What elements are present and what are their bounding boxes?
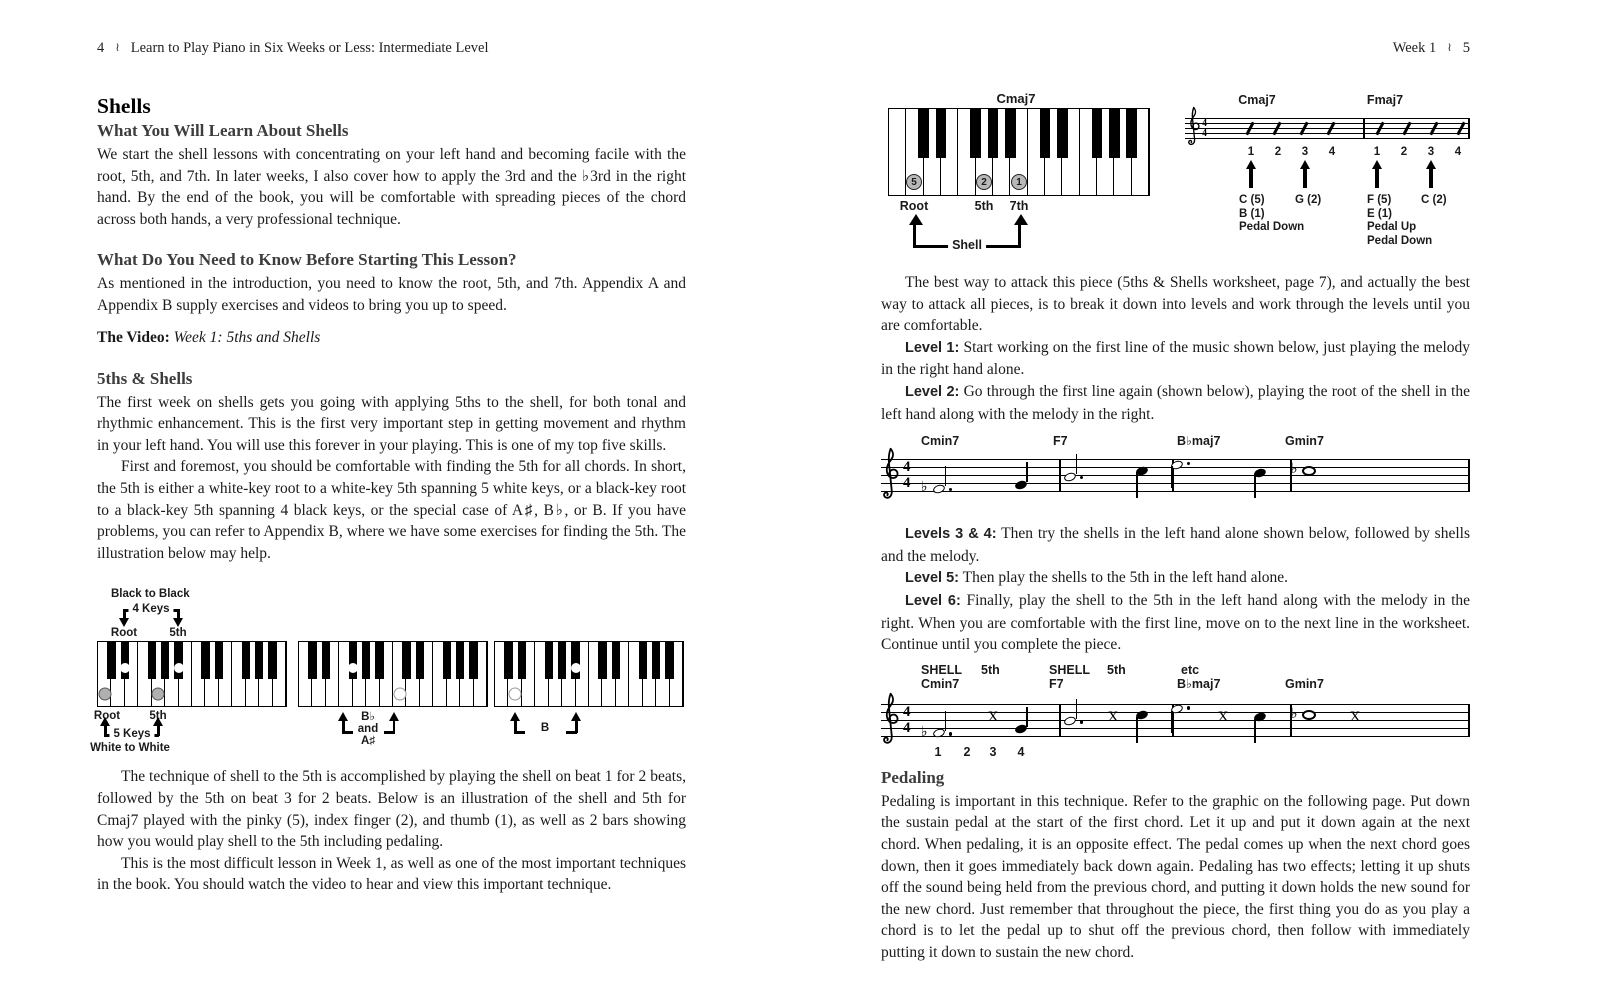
left-header-title: Learn to Play Piano in Six Weeks or Less: Intermediate Level	[130, 40, 489, 56]
staff-line	[1185, 118, 1470, 119]
level2-label: Level 2:	[905, 383, 960, 400]
staff-line	[881, 475, 1470, 476]
gray-dot-on-white-key	[152, 687, 165, 700]
annotation-beat3	[1295, 194, 1321, 208]
black-key	[107, 642, 115, 678]
arrow-foot	[514, 731, 525, 734]
staff-line	[881, 728, 1470, 729]
level5-label: Level 5:	[905, 570, 959, 587]
augmentation-dot	[1080, 720, 1084, 724]
black-key	[322, 642, 330, 678]
up-arrow-icon	[1014, 214, 1028, 225]
annotation-line: C (5)	[1239, 194, 1265, 206]
annotation-beat7	[1421, 194, 1447, 208]
shell-illustration	[881, 90, 1470, 266]
black-key	[242, 642, 250, 678]
time-signature-bottom: 4	[1202, 127, 1207, 139]
black-key	[665, 642, 673, 678]
staff-line	[881, 491, 1470, 492]
top-5th-label: 5th	[169, 627, 187, 640]
shell-label: SHELL	[1049, 662, 1090, 677]
shell-bracket-label: Shell	[948, 239, 986, 252]
white-dot-on-black-key	[571, 663, 581, 673]
black-key	[1005, 109, 1016, 158]
black-key	[936, 109, 947, 158]
chord-label: Cmin7	[921, 676, 960, 691]
flat-sign: ♭	[1291, 705, 1298, 722]
keyboard-chord-label: Cmaj7	[996, 91, 1036, 106]
note-stem	[1171, 466, 1173, 488]
flat-sign: ♭	[921, 723, 928, 740]
section3-paragraph2: First and foremost, you should be comfortable with finding the 5th for all chords. In short, the 5th is either a white-key root to a white-key 5th spanning 5 white keys, or a black-key root to a black-key 5th spanning 4 black keys, or the special case of A♯, B♭, or B. If you have problems, you can refer to Appendix B, where we have some exercises for finding the 5th. The illustration below may help.	[97, 458, 686, 562]
beat-number: 1	[934, 744, 942, 759]
whole-note	[1302, 466, 1316, 476]
beat-number: 4	[1454, 146, 1462, 158]
arrow-stem	[1249, 168, 1253, 188]
annotation-line: C (2)	[1421, 194, 1447, 206]
level6-paragraph	[881, 590, 1470, 656]
time-signature-top: 4	[1202, 117, 1207, 129]
staff-line	[1185, 128, 1470, 129]
beat-number: 4	[1328, 146, 1336, 158]
levels34-label: Levels 3 & 4:	[905, 526, 997, 543]
note-stem	[1254, 719, 1256, 743]
note-stem	[1136, 717, 1138, 743]
black-key	[612, 642, 620, 678]
black-key	[571, 642, 579, 678]
treble-clef-icon	[879, 447, 899, 505]
beat-number: 1	[1373, 146, 1381, 158]
down-arrow-icon	[173, 618, 183, 627]
black-key	[148, 642, 156, 678]
arrow-foot	[384, 731, 395, 734]
chord-label: Gmin7	[1285, 434, 1324, 449]
right-page	[881, 40, 1470, 963]
white-dot-on-black-key	[348, 663, 358, 673]
black-to-black-label: Black to Black	[111, 588, 190, 601]
black-key	[215, 642, 223, 678]
level5-text: Then play the shells to the 5th in the left hand alone.	[962, 569, 1289, 587]
chord-label: Cmin7	[921, 434, 960, 449]
keyboard-b	[494, 641, 684, 707]
black-key	[1040, 109, 1051, 158]
shell-exercise-staff	[881, 664, 1470, 762]
note-stem	[1076, 454, 1078, 474]
melody-staff	[881, 435, 1470, 517]
level6-text: Finally, play the shell to the 5th in the left hand along with the melody in the right. When you are comfortable with the first line, move on to the next line in the worksheet. Continue until you complete the piece.	[881, 591, 1471, 654]
root-label: Root	[899, 199, 929, 213]
video-title: Week 1: 5ths and Shells	[173, 328, 321, 346]
arrow-stem	[1303, 168, 1307, 188]
beat-number: 3	[989, 744, 997, 759]
black-key	[518, 642, 526, 678]
finger-1-circle: 1	[1011, 174, 1027, 190]
barline	[1363, 118, 1365, 139]
time-signature-top: 4	[903, 459, 911, 476]
black-key	[443, 642, 451, 678]
arrow-stem	[1375, 168, 1379, 188]
beat-number: 3	[1427, 146, 1435, 158]
augmentation-dot	[1080, 476, 1084, 480]
pedaling-heading: Pedaling	[881, 767, 945, 787]
chord-label: Gmin7	[1285, 676, 1324, 691]
left-page	[90, 40, 686, 896]
beat-number: 1	[1247, 146, 1255, 158]
beat-number: 3	[1301, 146, 1309, 158]
level2-paragraph	[881, 381, 1470, 425]
black-key	[545, 642, 553, 678]
black-key	[918, 109, 929, 158]
bottom-root-label: Root	[93, 710, 121, 723]
staff-line	[1185, 138, 1470, 139]
left-running-head	[97, 40, 686, 60]
annotation-line: Pedal Down	[1367, 234, 1433, 247]
header-ornament-icon: ≀	[115, 40, 120, 54]
staff-line	[1185, 123, 1470, 124]
level6-label: Level 6:	[905, 592, 961, 609]
chord-label-fmaj7: Fmaj7	[1366, 93, 1404, 107]
black-key	[988, 109, 999, 158]
beat-number: 2	[1400, 146, 1408, 158]
keyboard-white-to-white	[97, 641, 287, 707]
level1-text: Start working on the first line of the music shown below, just playing the melody in the right hand alone.	[881, 338, 1471, 379]
note-stem	[1254, 474, 1256, 498]
four-keys-label: 4 Keys	[128, 603, 173, 615]
white-to-white-label: White to White	[90, 742, 170, 755]
arrow-stem	[1429, 168, 1433, 188]
gray-dot-on-white-key	[98, 687, 111, 700]
black-key	[416, 642, 424, 678]
right-header-title: Week 1	[1392, 40, 1437, 56]
seventh-label: 7th	[1009, 199, 1029, 213]
black-key	[558, 642, 566, 678]
right-page-number: 5	[1462, 40, 1470, 56]
open-dot-on-white-key	[393, 687, 406, 700]
black-key	[970, 109, 981, 158]
black-key	[639, 642, 647, 678]
note-stem	[1076, 699, 1078, 719]
pedaling-paragraph: Pedaling is important in this technique. Refer to the graphic on the following page. Put down the sustain pedal at the start of the first chord. Let it up and put it down again at the next chord. When pedaling, it is an opposite effect. The pedal comes up when the next chord goes down, then it goes immediately back down again. Pedaling has two effects; letting it up shuts off the sound being held from the previous chord, and putting it down holds the new sound for the new chord. Just remember that throughout the piece, the first thing you do as you play a chord is to let the pedal up to shut off the previous chord, then follow with immediately putting it down to sustain the new chord.	[881, 792, 1470, 961]
open-dot-on-white-key	[509, 687, 522, 700]
level1-label: Level 1:	[905, 339, 960, 356]
barline	[1059, 459, 1061, 492]
chord-label: F7	[1049, 676, 1064, 691]
and-label: and	[357, 723, 379, 736]
treble-clef-icon	[1185, 106, 1200, 150]
black-key	[174, 642, 182, 678]
chord-label: B♭maj7	[1177, 676, 1221, 691]
note-stem	[945, 711, 947, 731]
level1-paragraph	[881, 337, 1470, 381]
beat-number: 2	[1274, 146, 1282, 158]
annotation-line: F (5)	[1367, 194, 1392, 206]
section1-heading: What You Will Learn About Shells	[97, 121, 349, 140]
finger-2-circle: 2	[976, 174, 992, 190]
header-ornament-icon: ≀	[1447, 40, 1452, 54]
annotation-line: B (1)	[1239, 207, 1265, 220]
note-stem	[1136, 472, 1138, 498]
black-key	[121, 642, 129, 678]
x-mark: X	[987, 708, 999, 725]
flat-sign: ♭	[1291, 461, 1298, 478]
black-key	[1126, 109, 1137, 158]
staff-line	[881, 483, 1470, 484]
section3-paragraph4: This is the most difficult lesson in Week 1, as well as one of the most important techniques in the book. You should watch the video to hear and view this important technique.	[97, 854, 686, 894]
black-key	[201, 642, 209, 678]
bottom-5th-label: 5th	[149, 710, 167, 723]
fifths-illustration	[90, 580, 686, 758]
black-key	[308, 642, 316, 678]
black-key	[268, 642, 276, 678]
note-stem	[945, 466, 947, 486]
black-key	[255, 642, 263, 678]
black-key	[349, 642, 357, 678]
levels34-paragraph	[881, 523, 1470, 567]
augmentation-dot	[949, 732, 953, 736]
annotation-line: G (2)	[1295, 194, 1322, 206]
note-stem	[1026, 462, 1028, 482]
black-key	[652, 642, 660, 678]
barline	[1468, 704, 1470, 737]
augmentation-dot	[1187, 462, 1191, 466]
augmentation-dot	[949, 488, 953, 492]
etc-label: etc	[1181, 662, 1200, 677]
arrow-foot	[566, 731, 577, 734]
section2-heading: What Do You Need to Know Before Starting This Lesson?	[97, 250, 517, 270]
annotation-line: Pedal Up	[1367, 221, 1417, 233]
rhythm-staff	[1185, 90, 1470, 266]
four-keys-bracket-right	[177, 609, 180, 618]
section3-paragraph1: The first week on shells gets you going with applying 5ths to the shell, for both tonal and rhythmic enhancement. This is the first very important step in getting movement and rhythm in your left hand. You will use this forever in your playing. This is one of my top five skills.	[97, 393, 686, 454]
barline	[1468, 459, 1470, 492]
black-key	[375, 642, 383, 678]
whole-note	[1302, 710, 1316, 720]
black-key	[1057, 109, 1068, 158]
annotation-line: Pedal Down	[1239, 221, 1305, 233]
video-label: The Video:	[97, 328, 170, 346]
time-signature-bottom: 4	[903, 475, 911, 492]
staff-line	[881, 736, 1470, 737]
section3-paragraph3: The technique of shell to the 5th is accomplished by playing the shell on beat 1 for 2 beats, followed by the 5th on beat 3 for 2 beats. Below is an illustration of the shell and 5th for Cmaj7 played with the pinky (5), index finger (2), and thumb (1), as well as 2 bars showing how you would play shell to the 5th including pedaling.	[97, 768, 686, 851]
finger-5-circle: 5	[906, 174, 922, 190]
black-key	[469, 642, 477, 678]
black-key	[362, 642, 370, 678]
black-key	[402, 642, 410, 678]
time-signature-bottom: 4	[903, 719, 911, 736]
black-key	[456, 642, 464, 678]
staff-line	[881, 720, 1470, 721]
bflat-label: B♭	[361, 711, 375, 724]
four-keys-bracket-left	[123, 609, 126, 618]
flat-sign: ♭	[921, 479, 928, 496]
section2-paragraph: As mentioned in the introduction, you need to know the root, 5th, and 7th. Appendix A and Appendix B supply exercises and videos to bring you up to speed.	[97, 275, 686, 314]
section1-paragraph: We start the shell lessons with concentrating on your left hand and becoming facile with the root, 5th, and 7th. In later weeks, I also cover how to apply the 3rd and the ♭3rd in the right hand. By the end of the book, you will be comfortable with spreading pieces of the chord across both hands, a very professional technique.	[97, 146, 686, 228]
x-mark: X	[1217, 708, 1229, 725]
top-root-label: Root	[110, 627, 138, 640]
shell-label: SHELL	[921, 662, 962, 677]
x-mark: X	[1349, 708, 1361, 725]
arrow-foot	[342, 731, 353, 734]
beat-number: 4	[1017, 744, 1025, 759]
levels34-text: Then try the shells in the left hand alone shown below, followed by shells and the melody.	[881, 525, 1470, 565]
keyboard-b-flat-a-sharp	[298, 641, 488, 707]
left-page-number: 4	[97, 40, 105, 56]
down-arrow-icon	[119, 618, 129, 627]
barline	[1468, 118, 1470, 139]
barline	[1059, 704, 1061, 737]
attack-paragraph: The best way to attack this piece (5ths & Shells worksheet, page 7), and actually the best way to attack all pieces, is to break it down into levels and work through the levels until you are comfortable.	[881, 274, 1470, 335]
five-keys-label: 5 Keys	[109, 728, 154, 740]
black-key	[598, 642, 606, 678]
section3-heading: 5ths & Shells	[97, 368, 193, 388]
chord-label: F7	[1053, 434, 1068, 449]
white-dot-on-black-key	[174, 663, 184, 673]
chord-label-cmaj7: Cmaj7	[1238, 93, 1276, 107]
fifth-label: 5th	[981, 662, 1000, 677]
chord-label: B♭maj7	[1177, 434, 1221, 449]
augmentation-dot	[1187, 706, 1191, 710]
page-title: Shells	[97, 94, 151, 118]
beat-number: 2	[963, 744, 971, 759]
white-dot-on-black-key	[120, 663, 130, 673]
treble-clef-icon	[879, 692, 899, 750]
b-label: B	[540, 722, 550, 735]
fifth-label: 5th	[974, 199, 994, 213]
time-signature-top: 4	[903, 703, 911, 720]
video-line	[97, 329, 686, 347]
black-key	[161, 642, 169, 678]
note-stem	[1026, 707, 1028, 727]
asharp-label: A♯	[360, 735, 376, 748]
up-arrow-icon	[909, 214, 923, 225]
black-key	[1092, 109, 1103, 158]
note-stem	[1171, 711, 1173, 733]
black-key	[504, 642, 512, 678]
level5-paragraph	[881, 567, 1470, 590]
fifth-label: 5th	[1107, 662, 1126, 677]
right-running-head	[881, 40, 1470, 60]
black-key	[1109, 109, 1120, 158]
x-mark: X	[1107, 708, 1119, 725]
level2-text: Go through the first line again (shown below), playing the root of the shell in the left hand along with the melody in the right.	[881, 382, 1470, 423]
annotation-line: E (1)	[1367, 207, 1392, 220]
white-key	[889, 109, 906, 195]
